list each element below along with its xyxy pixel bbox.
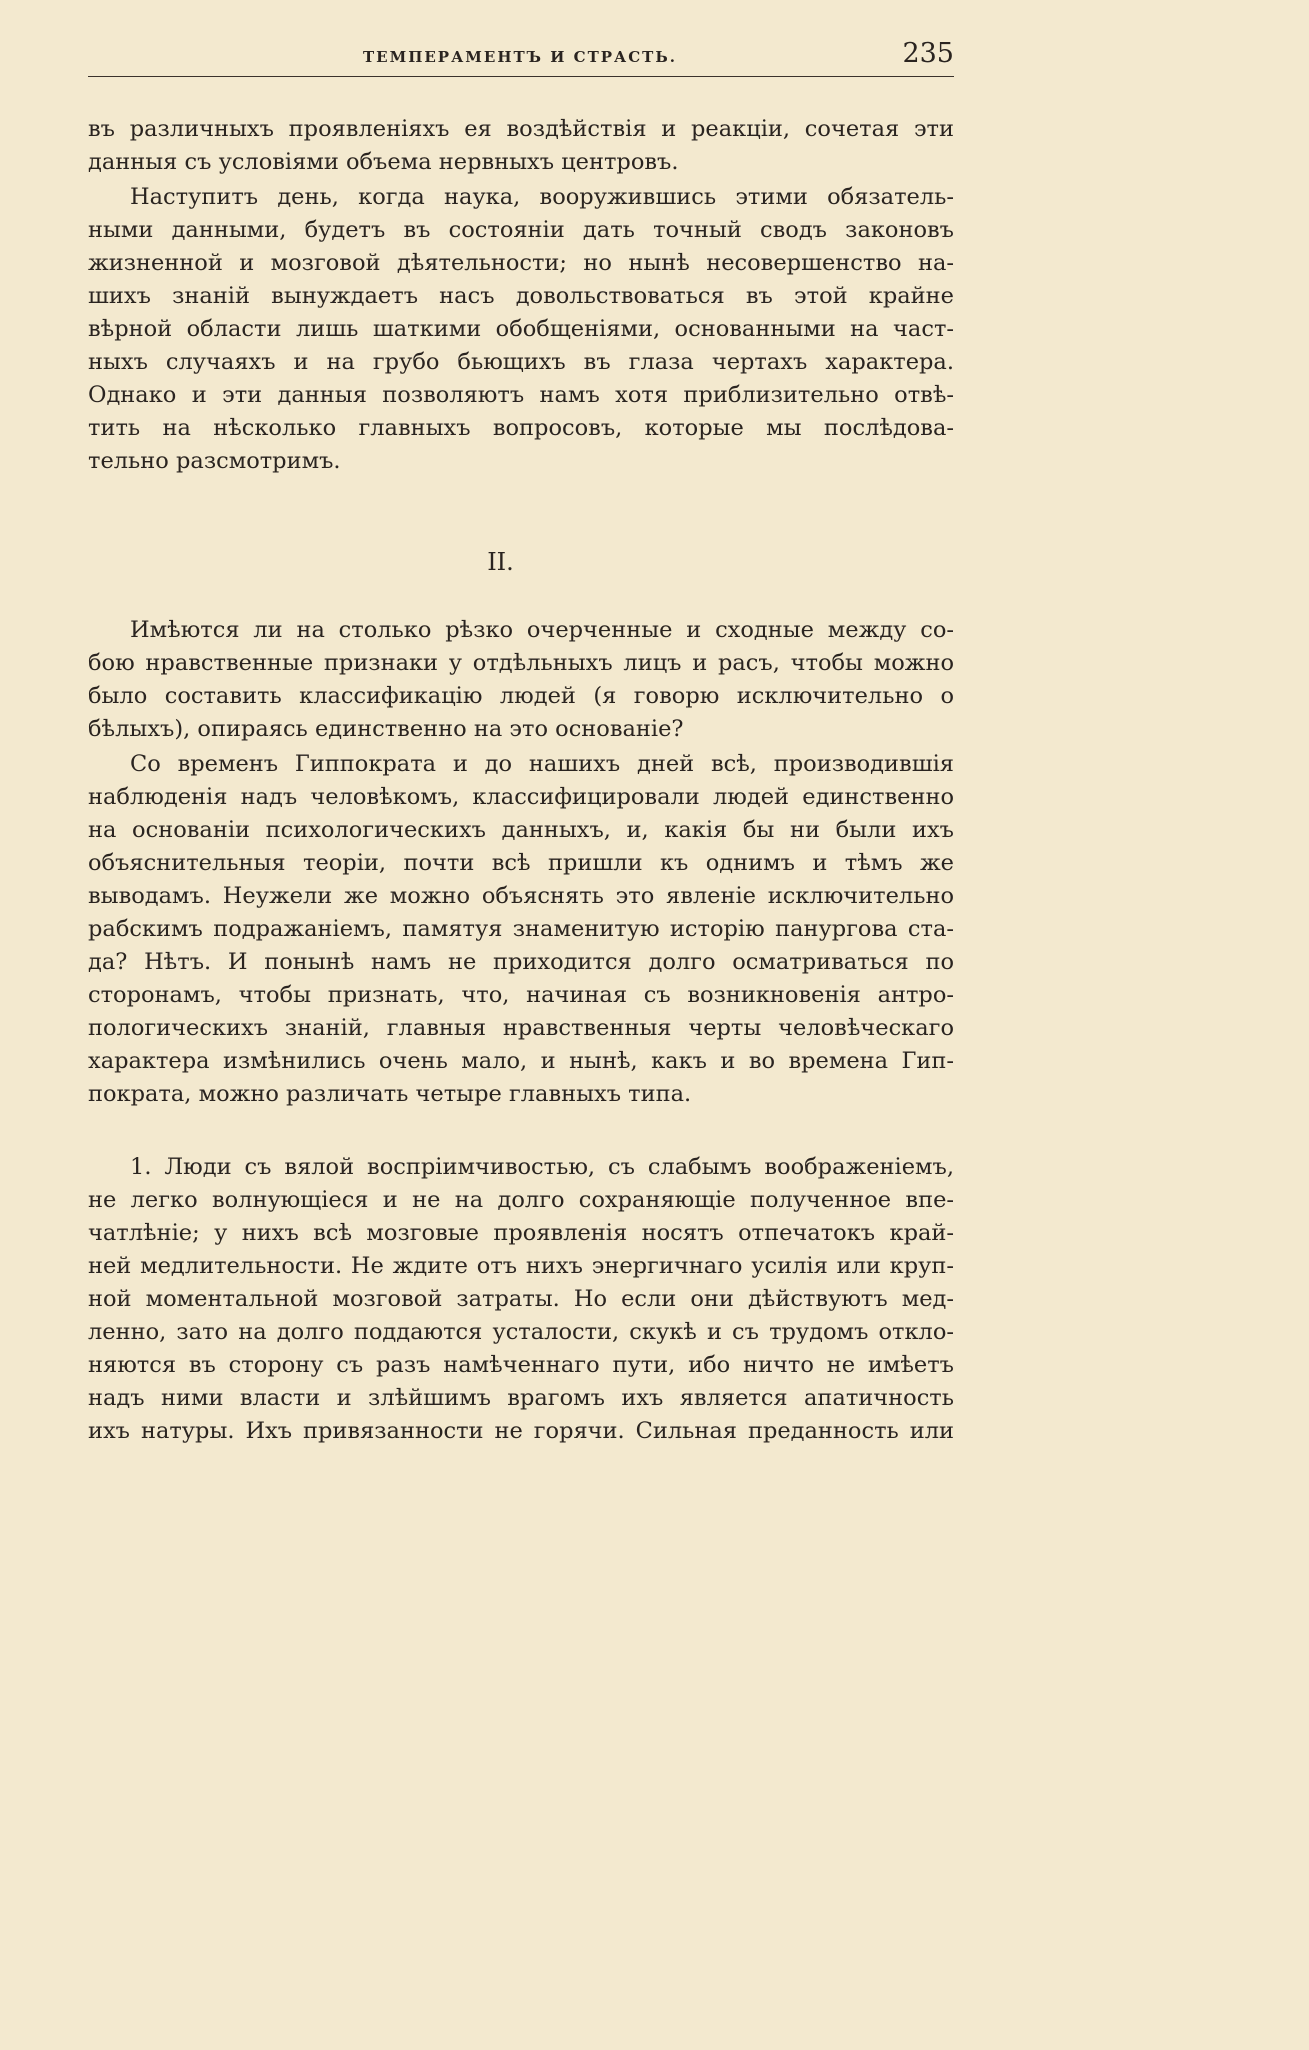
text-line: надъ ними власти и злѣйшимъ врагомъ ихъ является апатичность	[88, 1385, 954, 1411]
text-line: вѣрной области лишь шаткими обобщеніями, основанными на част-	[88, 316, 954, 342]
text-line: рабскимъ подражаніемъ, памятуя знаменитую исторію панургова ста-	[88, 916, 954, 942]
text-line: ной моментальной мозговой затраты. Но если они дѣйствуютъ мед-	[88, 1286, 954, 1312]
text-line: на основаніи психологическихъ данныхъ, и, какія бы ни были ихъ	[88, 817, 954, 843]
text-line: Однако и эти данныя позволяютъ намъ хотя приблизительно отвѣ-	[88, 382, 954, 408]
text-line: Наступитъ день, когда наука, вооружившись этими обязатель-	[130, 184, 954, 210]
text-line: выводамъ. Неужели же можно объяснять это явленіе исключительно	[88, 883, 954, 909]
text-line: не легко волнующіеся и не на долго сохраняющіе полученное впе-	[88, 1187, 954, 1213]
text-line: ныхъ случаяхъ и на грубо бьющихъ въ глаза чертахъ характера.	[88, 349, 954, 375]
text-line: наблюденія надъ человѣкомъ, классифицировали людей единственно	[88, 784, 954, 810]
text-line: въ различныхъ проявленіяхъ ея воздѣйствія и реакціи, сочетая эти	[88, 116, 954, 142]
text-line: тельно разсмотримъ.	[88, 448, 341, 474]
text-line: шихъ знаній вынуждаетъ насъ довольствоваться въ этой крайне	[88, 283, 954, 309]
text-line: бѣлыхъ), опираясь единственно на это основаніе?	[88, 716, 684, 742]
text-line: пократа, можно различать четыре главныхъ типа.	[88, 1081, 692, 1107]
text-line: ленно, зато на долго поддаются усталости, скукѣ и съ трудомъ откло-	[88, 1319, 954, 1345]
text-line: ихъ натуры. Ихъ привязанности не горячи. Сильная преданность или	[88, 1418, 954, 1444]
text-line: ней медлительности. Не ждите отъ нихъ энергичнаго усилія или круп-	[88, 1253, 954, 1279]
text-line: сторонамъ, чтобы признать, что, начиная съ возникновенія антро-	[88, 982, 954, 1008]
text-line: Имѣются ли на столько рѣзко очерченные и сходные между со-	[130, 617, 954, 643]
text-line: Со временъ Гиппократа и до нашихъ дней всѣ, производившія	[130, 751, 954, 777]
text-line: бою нравственные признаки у отдѣльныхъ лицъ и расъ, чтобы можно	[88, 650, 954, 676]
text-line: чатлѣніе; у нихъ всѣ мозговые проявленія носятъ отпечатокъ край-	[88, 1220, 954, 1246]
text-line: было составить классификацію людей (я говорю исключительно о	[88, 683, 954, 709]
running-title: ТЕМПЕРАМЕНТЪ И СТРАСТЬ.	[363, 48, 677, 66]
text-line: тить на нѣсколько главныхъ вопросовъ, которые мы послѣдова-	[88, 415, 954, 441]
text-line: пологическихъ знаній, главныя нравственныя черты человѣческаго	[88, 1015, 954, 1041]
text-line: няются въ сторону съ разъ намѣченнаго пути, ибо ничто не имѣетъ	[88, 1352, 954, 1378]
text-line: характера измѣнились очень мало, и нынѣ, какъ и во времена Гип-	[88, 1048, 954, 1074]
text-line: 1. Люди съ вялой воспріимчивостью, съ слабымъ воображеніемъ,	[130, 1154, 954, 1180]
text-line: жизненной и мозговой дѣятельности; но нынѣ несовершенство на-	[88, 250, 954, 276]
text-line: ными данными, будетъ въ состояніи дать точный сводъ законовъ	[88, 217, 954, 243]
text-line: данныя съ условіями объема нервныхъ центровъ.	[88, 149, 679, 175]
text-line: объяснительныя теоріи, почти всѣ пришли къ однимъ и тѣмъ же	[88, 850, 954, 876]
page-header	[88, 36, 954, 77]
text-line: да? Нѣтъ. И понынѣ намъ не приходится долго осматриваться по	[88, 949, 954, 975]
page-number: 235	[902, 38, 954, 69]
section-number: II.	[487, 548, 514, 576]
